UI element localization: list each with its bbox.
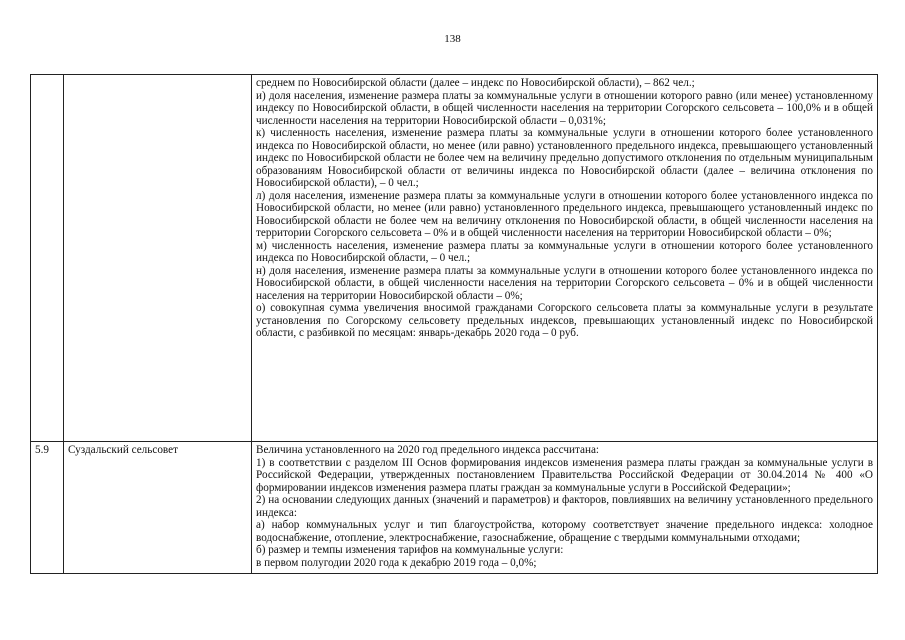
paragraph: а) набор коммунальных услуг и тип благоустройства, которому соответствует значение предельного индекса: холодное водоснабжение, отопление, электроснабжение, газоснабжение, обращение с твердыми коммунальными отходами; (256, 519, 873, 544)
paragraph: среднем по Новосибирской области (далее – индекс по Новосибирской области), – 862 чел.; (256, 77, 695, 89)
paragraph: б) размер и темпы изменения тарифов на коммунальные услуги: (256, 544, 564, 556)
table-row (31, 75, 878, 442)
municipality-name-cell: Суздальский сельсовет (64, 442, 252, 574)
description-cell (252, 442, 878, 574)
paragraph: 2) на основании следующих данных (значений и параметров) и факторов, повлиявших на величину установленного предельного индекса: (256, 494, 873, 519)
row-number-cell: 5.9 (31, 442, 64, 574)
paragraph: и) доля населения, изменение размера платы за коммунальные услуги в отношении которого равно (или менее) установленному индексу по Новосибирской области, в общей численности населения на территории Согорского сельсовета – 100,0% и в общей численности населения на территории Новосибирской области – 0,031%; (256, 89, 873, 127)
table-row (31, 442, 878, 574)
page-number: 138 (444, 33, 461, 45)
row-number-cell (31, 75, 64, 442)
paragraph: н) доля населения, изменение размера платы за коммунальные услуги в отношении которого более установленного индекса по Новосибирской области, в общей численности населения на территории Согорского сельсовета – 0% и в общей численности населения на территории Новосибирской области – 0%; (256, 264, 873, 302)
paragraph: Величина установленного на 2020 год предельного индекса рассчитана: (256, 444, 600, 456)
municipality-name-cell (64, 75, 252, 442)
paragraph: 1) в соответствии с разделом III Основ формирования индексов изменения размера платы граждан за коммунальные услуги в Российской Федерации, утвержденных постановлением Правительства Российской Федерации от 30.04.2014 № 400 «О формировании индексов изменения размера платы граждан за коммунальные услуги в Российской Федерации»; (256, 456, 873, 494)
paragraph: о) совокупная сумма увеличения вносимой гражданами Согорского сельсовета платы за коммунальные услуги в результате установления по Согорскому сельсовету предельных индексов, превышающих установленный индекс по Новосибирской области, с разбивкой по месяцам: январь-декабрь 2020 года – 0 руб. (256, 302, 873, 339)
document-table (30, 74, 878, 574)
description-cell (252, 75, 878, 442)
paragraph: л) доля населения, изменение размера платы за коммунальные услуги в отношении которого более установленного индекса по Новосибирской области, но менее (или равно) установленного предельного индекса, превышающего установленный индекс по Новосибирской области не более чем на величину отклонения по Новосибирской области, в общей численности населения на территории Согорского сельсовета – 0% и в общей численности населения на территории Новосибирской области – 0%; (256, 189, 873, 239)
paragraph: м) численность населения, изменение размера платы за коммунальные услуги в отношении которого более установленного индекса по Новосибирской области, – 0 чел.; (256, 239, 873, 264)
paragraph: к) численность населения, изменение размера платы за коммунальные услуги в отношении которого более установленного индекса по Новосибирской области, но менее (или равно) установленного предельного индекса, превышающего установленный индекс по Новосибирской области не более чем на величину предельно допустимого отклонения по отдельным муниципальным образованиям Новосибирской области от величины индекса по Новосибирской области (далее – величина отклонения по Новосибирской области), – 0 чел.; (256, 127, 873, 189)
paragraph: в первом полугодии 2020 года к декабрю 2019 года – 0,0%; (256, 556, 537, 569)
